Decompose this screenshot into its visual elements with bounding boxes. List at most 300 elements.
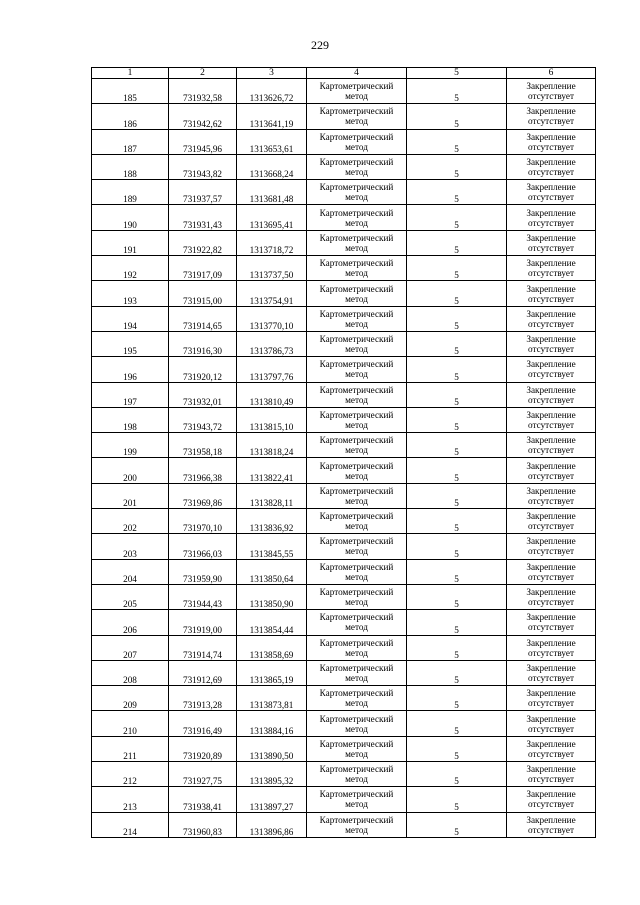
accuracy-cell: 5 (407, 104, 507, 129)
table-row (92, 256, 596, 281)
accuracy-cell: 5 (407, 205, 507, 230)
fixing-cell (507, 281, 596, 306)
fixing-cell (507, 559, 596, 584)
coordinate-x-cell: 731913,28 (169, 686, 237, 711)
fixing-line-1: Закрепление (526, 662, 576, 673)
fixing-line-1: Закрепление (526, 764, 576, 775)
point-number-cell: 211 (92, 736, 169, 761)
fixing-line-1: Закрепление (526, 587, 576, 598)
fixing-line-1: Закрепление (526, 131, 576, 142)
page-number: 229 (311, 38, 329, 52)
point-number-cell: 189 (92, 180, 169, 205)
method-cell (307, 357, 407, 382)
fixing-line-2: отсутствует (528, 217, 574, 228)
point-number-cell: 205 (92, 584, 169, 609)
method-line-1: Картометрический (319, 359, 394, 370)
fixing-line-2: отсутствует (528, 799, 574, 810)
coordinate-x-cell: 731919,00 (169, 610, 237, 635)
coordinate-x-cell: 731966,38 (169, 458, 237, 483)
header-row (92, 68, 596, 79)
fixing-cell (507, 787, 596, 812)
method-line-1: Картометрический (319, 308, 394, 319)
table-row (92, 129, 596, 154)
method-line-2: метод (345, 546, 368, 557)
method-cell (307, 154, 407, 179)
fixing-cell (507, 736, 596, 761)
coordinate-y-cell: 1313865,19 (237, 660, 307, 685)
fixing-cell (507, 635, 596, 660)
coordinate-x-cell: 731932,01 (169, 382, 237, 407)
fixing-cell (507, 509, 596, 534)
method-line-2: метод (345, 167, 368, 178)
method-line-1: Картометрический (319, 485, 394, 496)
fixing-line-2: отсутствует (528, 268, 574, 279)
accuracy-cell: 5 (407, 711, 507, 736)
method-cell (307, 180, 407, 205)
coordinate-x-cell: 731922,82 (169, 230, 237, 255)
fixing-line-2: отсутствует (528, 470, 574, 481)
point-number-cell: 196 (92, 357, 169, 382)
coordinate-y-cell: 1313653,61 (237, 129, 307, 154)
coordinate-x-cell: 731966,03 (169, 534, 237, 559)
method-line-1: Картометрический (319, 283, 394, 294)
method-line-1: Картометрический (319, 637, 394, 648)
table-row (92, 610, 596, 635)
point-number-cell: 194 (92, 306, 169, 331)
accuracy-cell: 5 (407, 357, 507, 382)
method-cell (307, 382, 407, 407)
coordinate-x-cell: 731931,43 (169, 205, 237, 230)
table-body (92, 79, 596, 838)
fixing-line-2: отсутствует (528, 647, 574, 658)
fixing-line-1: Закрепление (526, 258, 576, 269)
method-line-1: Картометрический (319, 688, 394, 699)
coordinate-x-cell: 731943,82 (169, 154, 237, 179)
table-row (92, 762, 596, 787)
accuracy-cell: 5 (407, 812, 507, 837)
coordinate-x-cell: 731914,65 (169, 306, 237, 331)
fixing-line-1: Закрепление (526, 561, 576, 572)
accuracy-cell: 5 (407, 154, 507, 179)
point-number-cell: 192 (92, 256, 169, 281)
fixing-line-1: Закрепление (526, 789, 576, 800)
accuracy-cell: 5 (407, 610, 507, 635)
method-line-2: метод (345, 799, 368, 810)
method-line-2: метод (345, 622, 368, 633)
fixing-line-1: Закрепление (526, 207, 576, 218)
fixing-line-1: Закрепление (526, 814, 576, 825)
accuracy-cell: 5 (407, 509, 507, 534)
method-line-1: Картометрический (319, 713, 394, 724)
method-cell (307, 281, 407, 306)
accuracy-cell: 5 (407, 787, 507, 812)
method-line-2: метод (345, 268, 368, 279)
point-number-cell: 209 (92, 686, 169, 711)
method-line-2: метод (345, 495, 368, 506)
coordinate-y-cell: 1313818,24 (237, 433, 307, 458)
fixing-line-2: отсутствует (528, 571, 574, 582)
coordinate-y-cell: 1313884,16 (237, 711, 307, 736)
method-cell (307, 104, 407, 129)
point-number-cell: 200 (92, 458, 169, 483)
method-cell (307, 635, 407, 660)
fixing-line-2: отсутствует (528, 91, 574, 102)
fixing-cell (507, 660, 596, 685)
table-row (92, 534, 596, 559)
coordinate-x-cell: 731927,75 (169, 762, 237, 787)
coordinate-x-cell: 731942,62 (169, 104, 237, 129)
accuracy-cell: 5 (407, 584, 507, 609)
fixing-line-1: Закрепление (526, 536, 576, 547)
coordinate-x-cell: 731970,10 (169, 509, 237, 534)
fixing-cell (507, 180, 596, 205)
header-cell-2: 2 (169, 68, 237, 79)
coordinate-y-cell: 1313737,50 (237, 256, 307, 281)
method-line-2: метод (345, 597, 368, 608)
fixing-cell (507, 407, 596, 432)
point-number-cell: 212 (92, 762, 169, 787)
fixing-line-1: Закрепление (526, 612, 576, 623)
method-cell (307, 711, 407, 736)
fixing-cell (507, 762, 596, 787)
accuracy-cell: 5 (407, 256, 507, 281)
method-line-1: Картометрический (319, 814, 394, 825)
method-line-1: Картометрический (319, 561, 394, 572)
fixing-line-2: отсутствует (528, 242, 574, 253)
table-row (92, 635, 596, 660)
method-cell (307, 534, 407, 559)
coordinate-x-cell: 731920,12 (169, 357, 237, 382)
coordinate-x-cell: 731915,00 (169, 281, 237, 306)
fixing-line-1: Закрепление (526, 637, 576, 648)
point-number-cell: 214 (92, 812, 169, 837)
method-line-2: метод (345, 91, 368, 102)
table-row (92, 559, 596, 584)
fixing-line-2: отсутствует (528, 622, 574, 633)
point-number-cell: 203 (92, 534, 169, 559)
table-row (92, 736, 596, 761)
fixing-line-2: отсутствует (528, 394, 574, 405)
method-line-2: метод (345, 698, 368, 709)
table-row (92, 79, 596, 104)
point-number-cell: 204 (92, 559, 169, 584)
accuracy-cell: 5 (407, 382, 507, 407)
table-row (92, 584, 596, 609)
fixing-cell (507, 79, 596, 104)
method-line-2: метод (345, 141, 368, 152)
fixing-line-1: Закрепление (526, 435, 576, 446)
fixing-line-2: отсутствует (528, 774, 574, 785)
coordinate-y-cell: 1313815,10 (237, 407, 307, 432)
accuracy-cell: 5 (407, 736, 507, 761)
method-line-2: метод (345, 217, 368, 228)
point-number-cell: 198 (92, 407, 169, 432)
fixing-line-2: отсутствует (528, 116, 574, 127)
fixing-line-2: отсутствует (528, 521, 574, 532)
accuracy-cell: 5 (407, 686, 507, 711)
method-line-1: Картометрический (319, 232, 394, 243)
table-header (92, 68, 596, 79)
fixing-cell (507, 306, 596, 331)
table-row (92, 407, 596, 432)
coordinate-y-cell: 1313718,72 (237, 230, 307, 255)
fixing-line-2: отсутствует (528, 344, 574, 355)
method-line-2: метод (345, 369, 368, 380)
coordinate-y-cell: 1313845,55 (237, 534, 307, 559)
fixing-cell (507, 610, 596, 635)
table-row (92, 154, 596, 179)
header-cell-3: 3 (237, 68, 307, 79)
point-number-cell: 206 (92, 610, 169, 635)
coordinate-x-cell: 731917,09 (169, 256, 237, 281)
method-cell (307, 230, 407, 255)
fixing-cell (507, 812, 596, 837)
point-number-cell: 207 (92, 635, 169, 660)
fixing-line-2: отсутствует (528, 293, 574, 304)
header-cell-1: 1 (92, 68, 169, 79)
fixing-line-1: Закрепление (526, 384, 576, 395)
point-number-cell: 210 (92, 711, 169, 736)
table-row (92, 483, 596, 508)
point-number-cell: 197 (92, 382, 169, 407)
point-number-cell: 201 (92, 483, 169, 508)
fixing-line-1: Закрепление (526, 713, 576, 724)
fixing-line-2: отсутствует (528, 698, 574, 709)
fixing-cell (507, 256, 596, 281)
accuracy-cell: 5 (407, 331, 507, 356)
method-cell (307, 331, 407, 356)
point-number-cell: 191 (92, 230, 169, 255)
coordinate-y-cell: 1313895,32 (237, 762, 307, 787)
coordinate-x-cell: 731916,49 (169, 711, 237, 736)
accuracy-cell: 5 (407, 79, 507, 104)
method-cell (307, 306, 407, 331)
fixing-line-1: Закрепление (526, 232, 576, 243)
coordinate-y-cell: 1313668,24 (237, 154, 307, 179)
table-row (92, 281, 596, 306)
point-number-cell: 202 (92, 509, 169, 534)
fixing-line-2: отсутствует (528, 445, 574, 456)
fixing-line-2: отсутствует (528, 824, 574, 835)
point-number-cell: 185 (92, 79, 169, 104)
header-cell-4: 4 (307, 68, 407, 79)
fixing-line-2: отсутствует (528, 546, 574, 557)
coordinate-x-cell: 731960,83 (169, 812, 237, 837)
coordinate-y-cell: 1313897,27 (237, 787, 307, 812)
method-cell (307, 205, 407, 230)
table-row (92, 306, 596, 331)
fixing-line-1: Закрепление (526, 182, 576, 193)
fixing-cell (507, 584, 596, 609)
fixing-cell (507, 154, 596, 179)
method-cell (307, 509, 407, 534)
accuracy-cell: 5 (407, 635, 507, 660)
fixing-cell (507, 230, 596, 255)
method-cell (307, 762, 407, 787)
method-line-2: метод (345, 420, 368, 430)
method-cell (307, 787, 407, 812)
coordinate-y-cell: 1313786,73 (237, 331, 307, 356)
fixing-cell (507, 534, 596, 559)
fixing-line-1: Закрепление (526, 460, 576, 471)
coordinate-x-cell: 731912,69 (169, 660, 237, 685)
coordinate-y-cell: 1313850,64 (237, 559, 307, 584)
method-line-1: Картометрический (319, 764, 394, 775)
coordinate-y-cell: 1313890,50 (237, 736, 307, 761)
accuracy-cell: 5 (407, 180, 507, 205)
accuracy-cell: 5 (407, 660, 507, 685)
coordinate-y-cell: 1313850,90 (237, 584, 307, 609)
coordinates-table (91, 67, 596, 838)
method-line-2: метод (345, 116, 368, 127)
method-cell (307, 812, 407, 837)
coordinate-y-cell: 1313836,92 (237, 509, 307, 534)
fixing-cell (507, 483, 596, 508)
fixing-line-2: отсутствует (528, 748, 574, 759)
accuracy-cell: 5 (407, 407, 507, 432)
accuracy-cell: 5 (407, 559, 507, 584)
method-line-1: Картометрический (319, 612, 394, 623)
accuracy-cell: 5 (407, 129, 507, 154)
fixing-line-2: отсутствует (528, 672, 574, 683)
fixing-line-1: Закрепление (526, 511, 576, 522)
method-line-1: Картометрический (319, 662, 394, 673)
table-row (92, 382, 596, 407)
accuracy-cell: 5 (407, 433, 507, 458)
table-row (92, 509, 596, 534)
coordinate-x-cell: 731914,74 (169, 635, 237, 660)
table-row (92, 787, 596, 812)
fixing-line-1: Закрепление (526, 157, 576, 168)
table-row (92, 331, 596, 356)
fixing-cell (507, 129, 596, 154)
point-number-cell: 213 (92, 787, 169, 812)
method-cell (307, 458, 407, 483)
fixing-line-1: Закрепление (526, 485, 576, 496)
fixing-line-1: Закрепление (526, 334, 576, 345)
fixing-cell (507, 104, 596, 129)
accuracy-cell: 5 (407, 534, 507, 559)
method-line-1: Картометрический (319, 410, 394, 420)
coordinate-y-cell: 1313626,72 (237, 79, 307, 104)
coordinate-y-cell: 1313695,41 (237, 205, 307, 230)
header-cell-5: 5 (407, 68, 507, 79)
method-cell (307, 79, 407, 104)
method-line-1: Картометрический (319, 789, 394, 800)
method-line-2: метод (345, 824, 368, 835)
method-cell (307, 686, 407, 711)
point-number-cell: 208 (92, 660, 169, 685)
method-line-1: Картометрический (319, 587, 394, 598)
accuracy-cell: 5 (407, 230, 507, 255)
table-row (92, 812, 596, 837)
table-row (92, 357, 596, 382)
table-row (92, 711, 596, 736)
coordinate-x-cell: 731920,89 (169, 736, 237, 761)
fixing-cell (507, 331, 596, 356)
fixing-cell (507, 357, 596, 382)
fixing-line-2: отсутствует (528, 723, 574, 734)
fixing-cell (507, 433, 596, 458)
fixing-line-2: отсутствует (528, 495, 574, 506)
coordinate-y-cell: 1313797,76 (237, 357, 307, 382)
method-line-2: метод (345, 723, 368, 734)
table-row (92, 230, 596, 255)
method-line-1: Картометрический (319, 131, 394, 142)
method-cell (307, 483, 407, 508)
point-number-cell: 193 (92, 281, 169, 306)
point-number-cell: 187 (92, 129, 169, 154)
method-cell (307, 584, 407, 609)
method-cell (307, 433, 407, 458)
fixing-line-2: отсутствует (528, 420, 574, 430)
coordinate-x-cell: 731943,72 (169, 407, 237, 432)
method-line-1: Картометрический (319, 334, 394, 345)
method-line-2: метод (345, 192, 368, 203)
method-line-1: Картометрический (319, 207, 394, 218)
fixing-cell (507, 711, 596, 736)
coordinate-y-cell: 1313754,91 (237, 281, 307, 306)
coordinate-x-cell: 731932,58 (169, 79, 237, 104)
method-cell (307, 407, 407, 432)
method-cell (307, 129, 407, 154)
coordinate-x-cell: 731945,96 (169, 129, 237, 154)
table-row (92, 104, 596, 129)
method-line-2: метод (345, 672, 368, 683)
fixing-line-2: отсутствует (528, 141, 574, 152)
coordinate-x-cell: 731938,41 (169, 787, 237, 812)
method-line-1: Картометрический (319, 435, 394, 446)
method-line-2: метод (345, 293, 368, 304)
fixing-line-1: Закрепление (526, 688, 576, 699)
fixing-cell (507, 458, 596, 483)
method-line-1: Картометрический (319, 106, 394, 117)
method-line-2: метод (345, 521, 368, 532)
method-line-2: метод (345, 445, 368, 456)
method-line-1: Картометрический (319, 738, 394, 749)
coordinate-x-cell: 731959,90 (169, 559, 237, 584)
table-row (92, 433, 596, 458)
method-line-1: Картометрический (319, 157, 394, 168)
coordinate-y-cell: 1313770,10 (237, 306, 307, 331)
table-row (92, 458, 596, 483)
coordinate-x-cell: 731944,43 (169, 584, 237, 609)
accuracy-cell: 5 (407, 306, 507, 331)
method-cell (307, 660, 407, 685)
method-line-2: метод (345, 470, 368, 481)
method-line-2: метод (345, 394, 368, 405)
fixing-line-1: Закрепление (526, 81, 576, 92)
method-line-2: метод (345, 748, 368, 759)
coordinate-x-cell: 731937,57 (169, 180, 237, 205)
method-line-1: Картометрический (319, 536, 394, 547)
coordinate-x-cell: 731958,18 (169, 433, 237, 458)
coordinate-y-cell: 1313828,11 (237, 483, 307, 508)
table-row (92, 660, 596, 685)
method-cell (307, 610, 407, 635)
fixing-cell (507, 205, 596, 230)
table-row (92, 686, 596, 711)
fixing-line-2: отсутствует (528, 192, 574, 203)
coordinate-y-cell: 1313858,69 (237, 635, 307, 660)
point-number-cell: 186 (92, 104, 169, 129)
fixing-line-2: отсутствует (528, 597, 574, 608)
fixing-line-2: отсутствует (528, 369, 574, 380)
method-line-1: Картометрический (319, 384, 394, 395)
fixing-line-1: Закрепление (526, 283, 576, 294)
point-number-cell: 188 (92, 154, 169, 179)
method-cell (307, 736, 407, 761)
